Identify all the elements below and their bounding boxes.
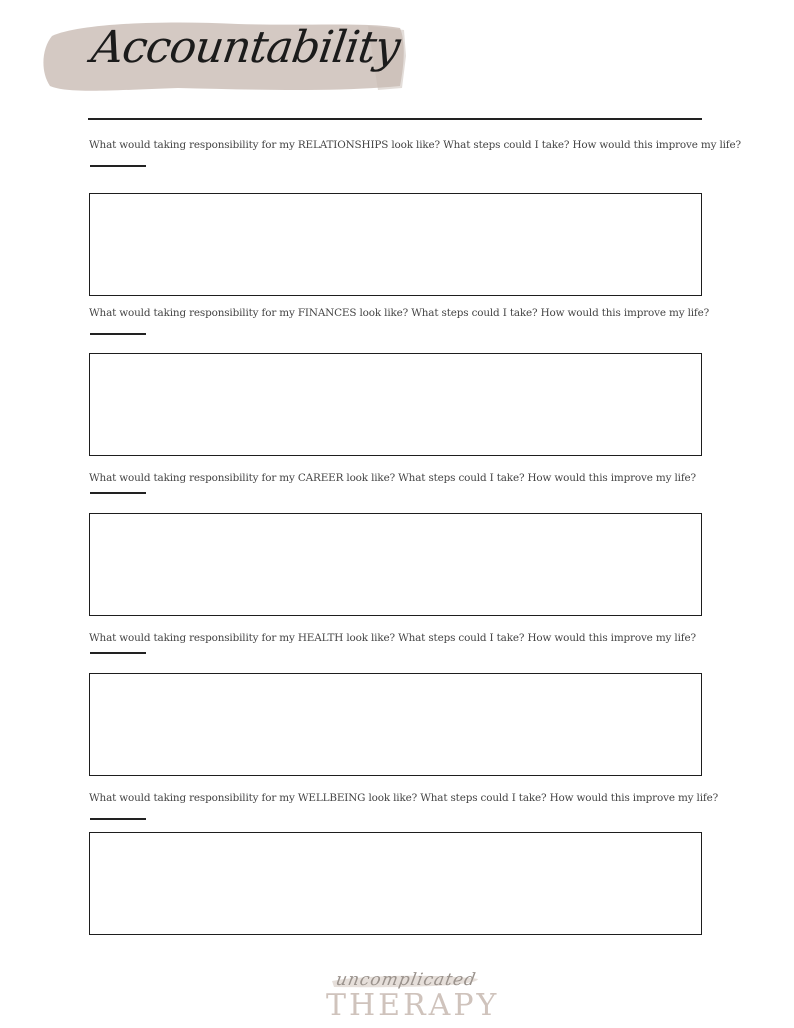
logo-script-text: uncomplicated <box>334 970 478 990</box>
answer-box-health[interactable] <box>89 673 702 776</box>
page-title: Accountability <box>88 22 403 73</box>
question-underline <box>90 818 146 820</box>
answer-box-finances[interactable] <box>89 353 702 456</box>
question-relationships: What would taking responsibility for my RELATIONSHIPS look like? What steps could I take? How would this improve my life? <box>89 139 741 151</box>
answer-box-relationships[interactable] <box>89 193 702 296</box>
question-career: What would taking responsibility for my CAREER look like? What steps could I take? How would this improve my life? <box>89 472 696 484</box>
answer-box-career[interactable] <box>89 513 702 616</box>
answer-box-wellbeing[interactable] <box>89 832 702 935</box>
brand-logo <box>326 966 500 1026</box>
question-wellbeing: What would taking responsibility for my WELLBEING look like? What steps could I take? How would this improve my life? <box>89 792 719 804</box>
question-finances: What would taking responsibility for my FINANCES look like? What steps could I take? How would this improve my life? <box>89 307 710 319</box>
question-underline <box>90 492 146 494</box>
question-underline <box>90 333 146 335</box>
question-underline <box>90 165 146 167</box>
header-divider <box>88 118 702 120</box>
question-health: What would taking responsibility for my HEALTH look like? What steps could I take? How would this improve my life? <box>89 632 696 644</box>
logo-wordmark: THERAPY <box>326 988 500 1023</box>
question-underline <box>90 652 146 654</box>
